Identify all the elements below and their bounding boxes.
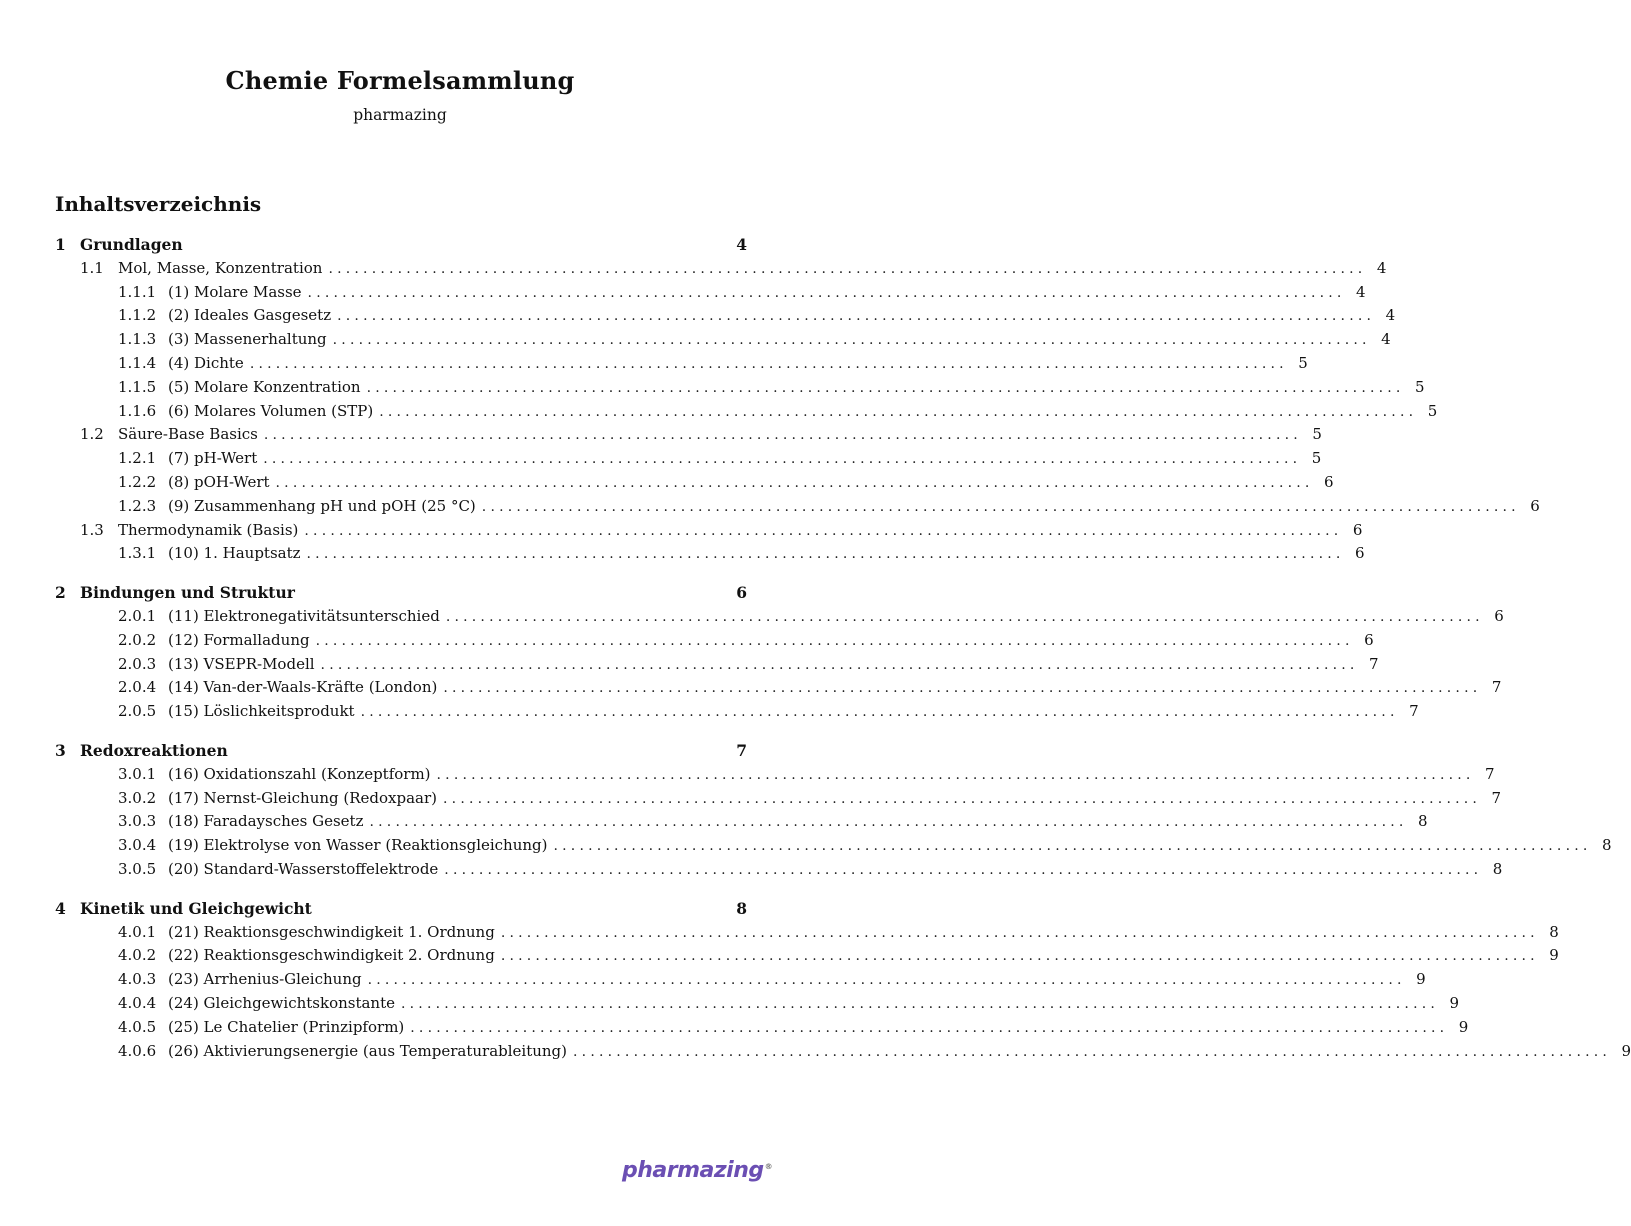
toc-entry-number: 1.1.6: [118, 401, 157, 420]
toc-entry-label: (13) VSEPR-Modell: [168, 654, 315, 673]
toc-entry-number: 1.1.1: [118, 282, 157, 301]
toc-entry-subsection[interactable]: [55, 654, 1379, 679]
toc-entry-subsection[interactable]: [55, 1041, 1631, 1066]
toc-entry-number: 3.0.5: [118, 859, 157, 878]
toc-entry-subsection[interactable]: [55, 678, 1502, 702]
toc-leader-dots: ........................................................................................................................: [337, 308, 1376, 325]
toc-entry-number: 3.0.3: [118, 812, 157, 831]
toc-entry-page: 7: [1491, 788, 1502, 807]
toc-entry-chapter[interactable]: [55, 899, 747, 923]
toc-entry-label: (23) Arrhenius-Gleichung: [168, 970, 362, 989]
toc-entry-label: Kinetik und Gleichgewicht: [80, 898, 312, 918]
toc-entry-label: (6) Molares Volumen (STP): [168, 401, 374, 420]
toc-entry-number: 3.0.1: [118, 764, 157, 783]
toc-entry-subsection[interactable]: [55, 1017, 1469, 1042]
toc-entry-number: 4: [55, 898, 66, 918]
toc-entry-label: (8) pOH-Wert: [168, 472, 270, 491]
toc-entry-page: 6: [736, 583, 747, 603]
toc-entry-page: 6: [1364, 630, 1374, 649]
toc-entry-page: 9: [1621, 1041, 1631, 1060]
toc-entry-label: (24) Gleichgewichtskonstante: [168, 993, 395, 1012]
toc-entry-label: (19) Elektrolyse von Wasser (Reaktionsgleichung): [168, 836, 548, 855]
toc-entry-label: (11) Elektronegativitätsunterschied: [168, 606, 440, 625]
toc-entry-page: 5: [1298, 353, 1308, 372]
toc-entry-page: 7: [1369, 654, 1379, 673]
toc-leader-dots: ........................................................................................................................: [328, 260, 1367, 277]
toc-entry-label: (10) 1. Hauptsatz: [168, 544, 301, 563]
toc-entry-label: (9) Zusammenhang pH und pOH (25 °C): [168, 496, 476, 515]
toc-entry-subsection[interactable]: [55, 282, 1366, 307]
toc-leader-dots: ........................................................................................................................: [436, 766, 1475, 783]
toc-entry-section[interactable]: [55, 258, 1387, 283]
toc-entry-label: Thermodynamik (Basis): [118, 520, 299, 539]
toc-entry-page: 8: [1417, 812, 1428, 831]
toc-entry-subsection[interactable]: [55, 377, 1425, 402]
toc-entry-chapter[interactable]: [55, 741, 747, 765]
toc-entry-number: 4.0.4: [118, 993, 157, 1012]
toc-entry-number: 1.2.3: [118, 496, 157, 515]
toc-entry-subsection[interactable]: [55, 630, 1374, 655]
toc-entry-subsection[interactable]: [55, 970, 1426, 994]
toc-entry-page: 6: [1530, 496, 1540, 515]
toc-entry-label: (22) Reaktionsgeschwindigkeit 2. Ordnung: [168, 946, 495, 965]
logo-text: pharmazing: [622, 1158, 764, 1183]
toc-leader-dots: ........................................................................................................................: [315, 632, 1354, 649]
toc-entry-number: 1.2.1: [118, 449, 157, 468]
toc-entry-section[interactable]: [55, 520, 1363, 545]
toc-entry-label: Mol, Masse, Konzentration: [118, 258, 323, 277]
toc-entry-page: 6: [1494, 606, 1504, 625]
toc-entry-number: 1.2: [80, 425, 104, 444]
table-of-contents: [55, 235, 1631, 1065]
toc-entry-label: (26) Aktivierungsenergie (aus Temperaturableitung): [168, 1041, 568, 1060]
toc-leader-dots: ........................................................................................................................: [401, 995, 1440, 1012]
toc-entry-label: Säure-Base Basics: [118, 425, 258, 444]
toc-entry-subsection[interactable]: [55, 449, 1322, 473]
toc-entry-label: (21) Reaktionsgeschwindigkeit 1. Ordnung: [168, 922, 495, 941]
toc-leader-dots: ........................................................................................................................: [304, 522, 1343, 539]
toc-entry-page: 9: [1458, 1017, 1469, 1036]
toc-entry-label: (16) Oxidationszahl (Konzeptform): [168, 764, 431, 783]
toc-entry-number: 1.1.4: [118, 353, 157, 372]
toc-entry-label: (17) Nernst-Gleichung (Redoxpaar): [168, 788, 438, 807]
toc-entry-number: 3.0.2: [118, 788, 157, 807]
toc-entry-number: 1.1.5: [118, 377, 157, 396]
toc-entry-subsection[interactable]: [55, 401, 1438, 426]
registered-mark: ®: [764, 1161, 773, 1171]
toc-leader-dots: ........................................................................................................................: [367, 972, 1406, 989]
toc-leader-dots: ........................................................................................................................: [410, 1019, 1449, 1036]
toc-entry-number: 4.0.3: [118, 970, 157, 989]
toc-entry-label: (2) Ideales Gasgesetz: [168, 306, 332, 325]
toc-entry-page: 9: [1416, 970, 1426, 989]
toc-entry-page: 7: [1491, 678, 1502, 697]
toc-entry-subsection[interactable]: [55, 812, 1428, 836]
toc-entry-subsection[interactable]: [55, 606, 1504, 631]
toc-entry-subsection[interactable]: [55, 859, 1503, 884]
toc-entry-page: 6: [1352, 520, 1363, 539]
toc-entry-page: 4: [1385, 306, 1396, 325]
toc-leader-dots: ........................................................................................................................: [445, 608, 1484, 625]
toc-entry-number: 3: [55, 740, 66, 760]
toc-entry-label: (3) Massenerhaltung: [168, 330, 327, 349]
toc-heading: Inhaltsverzeichnis: [55, 192, 262, 216]
toc-entry-subsection[interactable]: [55, 330, 1391, 354]
toc-entry-subsection[interactable]: [55, 764, 1495, 789]
toc-entry-label: (1) Molare Masse: [168, 282, 302, 301]
toc-leader-dots: ........................................................................................................................: [573, 1043, 1612, 1060]
toc-entry-page: 5: [1427, 401, 1438, 420]
toc-leader-dots: ........................................................................................................................: [360, 704, 1399, 721]
toc-entry-number: 4.0.6: [118, 1041, 157, 1060]
toc-entry-page: 8: [736, 898, 747, 918]
toc-entry-label: (20) Standard-Wasserstoffelektrode: [168, 859, 439, 878]
toc-entry-label: (14) Van-der-Waals-Kräfte (London): [168, 678, 438, 697]
pharmazing-logo: [622, 1158, 772, 1183]
toc-entry-number: 1.3: [80, 520, 104, 539]
toc-entry-page: 6: [1324, 472, 1334, 491]
toc-entry-chapter[interactable]: [55, 583, 747, 607]
toc-entry-label: (4) Dichte: [168, 353, 244, 372]
toc-leader-dots: ........................................................................................................................: [369, 814, 1408, 831]
toc-entry-page: 7: [1409, 702, 1419, 721]
toc-entry-chapter[interactable]: [55, 235, 747, 259]
toc-entry-label: Bindungen und Struktur: [80, 583, 295, 603]
toc-entry-page: 5: [1312, 425, 1322, 444]
toc-entry-label: (25) Le Chatelier (Prinzipform): [168, 1017, 405, 1036]
toc-entry-subsection[interactable]: [55, 472, 1334, 497]
toc-entry-page: 4: [1376, 258, 1387, 277]
toc-entry-number: 2.0.2: [118, 630, 157, 649]
toc-entry-page: 8: [1549, 922, 1559, 941]
toc-entry-number: 1.3.1: [118, 544, 157, 563]
toc-leader-dots: ........................................................................................................................: [263, 451, 1302, 468]
toc-entry-subsection[interactable]: [55, 922, 1559, 947]
toc-entry-page: 9: [1449, 993, 1460, 1012]
toc-leader-dots: ........................................................................................................................: [553, 838, 1592, 855]
toc-entry-number: 1.1.3: [118, 330, 157, 349]
toc-entry-page: 5: [1311, 449, 1322, 468]
toc-entry-number: 4.0.2: [118, 946, 157, 965]
toc-entry-page: 7: [736, 740, 747, 760]
toc-entry-number: 2.0.3: [118, 654, 157, 673]
toc-leader-dots: ........................................................................................................................: [306, 546, 1345, 563]
toc-leader-dots: ........................................................................................................................: [481, 498, 1520, 515]
toc-entry-page: 4: [1356, 282, 1366, 301]
toc-entry-subsection[interactable]: [55, 946, 1559, 970]
toc-entry-number: 2.0.1: [118, 606, 157, 625]
toc-entry-subsection[interactable]: [55, 836, 1612, 860]
document-title: Chemie Formelsammlung: [225, 66, 575, 95]
toc-entry-section[interactable]: [55, 425, 1322, 449]
toc-leader-dots: ........................................................................................................................: [332, 332, 1371, 349]
toc-leader-dots: ........................................................................................................................: [443, 790, 1482, 807]
toc-leader-dots: ........................................................................................................................: [307, 284, 1346, 301]
toc-leader-dots: ........................................................................................................................: [366, 379, 1405, 396]
toc-leader-dots: ........................................................................................................................: [320, 656, 1359, 673]
toc-entry-label: (18) Faradaysches Gesetz: [168, 812, 364, 831]
toc-entry-label: Redoxreaktionen: [80, 740, 228, 760]
toc-entry-page: 9: [1549, 946, 1559, 965]
toc-entry-page: 4: [736, 235, 747, 254]
toc-entry-number: 4.0.1: [118, 922, 157, 941]
toc-leader-dots: ........................................................................................................................: [275, 474, 1314, 491]
toc-entry-number: 2: [55, 583, 66, 603]
toc-entry-page: 8: [1601, 836, 1612, 855]
toc-entry-number: 1.1: [80, 258, 104, 277]
toc-entry-number: 2.0.5: [118, 702, 157, 721]
toc-leader-dots: ........................................................................................................................: [263, 427, 1302, 444]
toc-entry-subsection[interactable]: [55, 544, 1365, 568]
toc-leader-dots: ........................................................................................................................: [249, 355, 1288, 372]
toc-entry-subsection[interactable]: [55, 993, 1460, 1018]
toc-entry-label: (7) pH-Wert: [168, 449, 258, 468]
toc-entry-number: 4.0.5: [118, 1017, 157, 1036]
toc-entry-page: 7: [1485, 764, 1495, 783]
toc-entry-page: 6: [1355, 544, 1365, 563]
toc-leader-dots: ........................................................................................................................: [379, 403, 1418, 420]
toc-leader-dots: ........................................................................................................................: [500, 924, 1539, 941]
toc-entry-label: Grundlagen: [80, 235, 183, 254]
toc-entry-label: (12) Formalladung: [168, 630, 310, 649]
toc-leader-dots: ........................................................................................................................: [443, 680, 1482, 697]
toc-entry-number: 1.1.2: [118, 306, 157, 325]
toc-entry-subsection[interactable]: [55, 788, 1502, 813]
toc-entry-number: 2.0.4: [118, 678, 157, 697]
toc-entry-subsection[interactable]: [55, 702, 1419, 726]
toc-entry-label: (5) Molare Konzentration: [168, 377, 361, 396]
toc-leader-dots: ........................................................................................................................: [444, 861, 1483, 878]
toc-entry-page: 4: [1381, 330, 1391, 349]
toc-entry-subsection[interactable]: [55, 306, 1396, 330]
toc-entry-number: 1.2.2: [118, 472, 157, 491]
toc-leader-dots: ........................................................................................................................: [500, 948, 1539, 965]
toc-entry-subsection[interactable]: [55, 353, 1308, 378]
toc-entry-number: 3.0.4: [118, 836, 157, 855]
toc-entry-page: 5: [1415, 377, 1425, 396]
toc-entry-page: 8: [1492, 859, 1503, 878]
toc-entry-number: 1: [55, 235, 66, 254]
toc-entry-label: (15) Löslichkeitsprodukt: [168, 702, 355, 721]
document-author: pharmazing: [353, 106, 447, 124]
toc-entry-subsection[interactable]: [55, 496, 1540, 521]
